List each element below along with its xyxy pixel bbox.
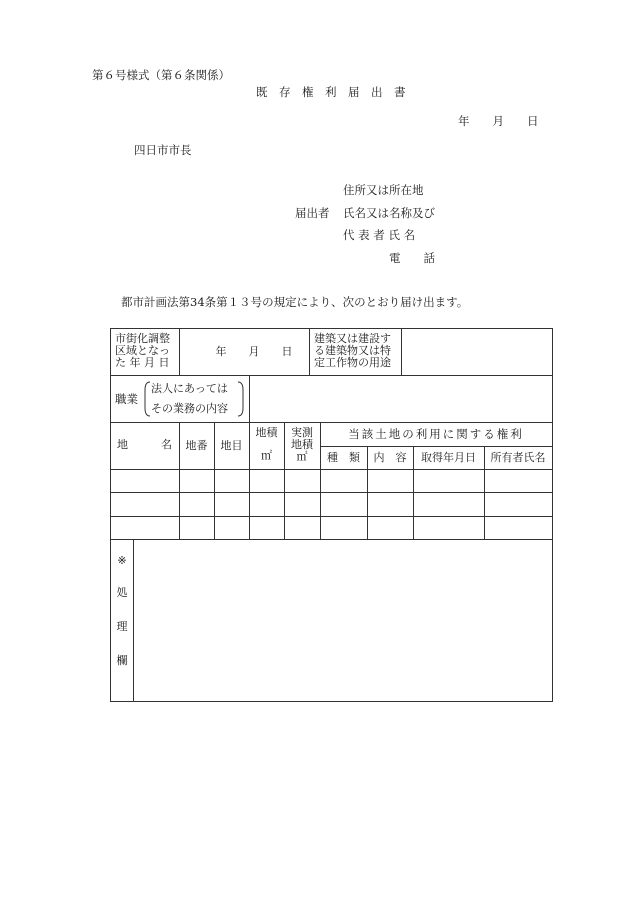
- phone-label: 電 話: [389, 251, 435, 265]
- remarks-label: [111, 555, 133, 667]
- measured-label: 実測: [291, 426, 313, 439]
- col-acquired-date-header: 取得年月日: [421, 450, 476, 464]
- label-line: 市街化調整: [115, 332, 170, 345]
- notifier-label: 届出者: [295, 206, 330, 220]
- col-lot-number-header: 地番: [185, 438, 208, 452]
- measured-unit: ㎡: [296, 450, 308, 463]
- col-divider: [309, 329, 310, 375]
- rights-header: 当該土地の利用に関する権利: [348, 427, 524, 441]
- label-line: る建築物又は特: [314, 344, 391, 357]
- table-row[interactable]: [111, 492, 552, 516]
- col-content-header: 内 容: [373, 450, 407, 464]
- form-number: 第６号様式（第６条関係）: [92, 68, 230, 82]
- measured-label: 地積: [291, 438, 313, 451]
- address-label: 住所又は所在地: [343, 183, 424, 197]
- col-measured-area-header: [284, 427, 320, 463]
- label-line: 建築又は建設す: [314, 332, 391, 345]
- remarks-field[interactable]: [133, 539, 552, 701]
- note-line: 法人にあっては: [151, 382, 228, 395]
- col-area-header: [249, 427, 284, 462]
- addressee: 四日市市長: [134, 143, 192, 157]
- occupation-note: [144, 380, 244, 418]
- col-owner-name-header: 所有者氏名: [490, 450, 546, 464]
- remark-char: 理: [116, 620, 128, 633]
- table-row[interactable]: [111, 469, 552, 492]
- label-line: た 年 月 日: [115, 356, 170, 369]
- col-location-header: 地 名: [117, 438, 172, 451]
- building-purpose-label: [314, 333, 402, 369]
- date-line: 年 月 日: [458, 114, 539, 128]
- building-purpose-field[interactable]: [401, 329, 552, 375]
- application-table: [110, 328, 553, 702]
- name-label: 氏名又は名称及び: [343, 206, 435, 220]
- col-land-category-header: 地目: [220, 438, 243, 452]
- urbanization-date-field[interactable]: [179, 329, 309, 375]
- date-placeholder: 年 月 日: [215, 345, 293, 358]
- remark-char: 欄: [116, 654, 128, 667]
- document-title: 既 存 権 利 届 出 書: [256, 85, 406, 99]
- remark-char: 処: [116, 586, 128, 599]
- urbanization-date-label: [115, 333, 179, 369]
- statement-text: 都市計画法第34条第１３号の規定により、次のとおり届け出ます。: [121, 295, 469, 309]
- label-line: 定工作物の用途: [314, 356, 391, 369]
- area-label: 地積: [255, 426, 278, 439]
- area-unit: ㎡: [261, 449, 272, 462]
- occupation-label: 職業: [115, 392, 138, 406]
- table-row[interactable]: [111, 516, 552, 539]
- representative-label: 代 表 者 氏 名: [343, 228, 416, 242]
- occupation-field[interactable]: [249, 375, 552, 422]
- note-line: その業務の内容: [151, 402, 228, 415]
- label-line: 区域となっ: [115, 344, 170, 357]
- col-type-header: 種 類: [327, 450, 360, 464]
- remark-char: ※: [117, 554, 127, 567]
